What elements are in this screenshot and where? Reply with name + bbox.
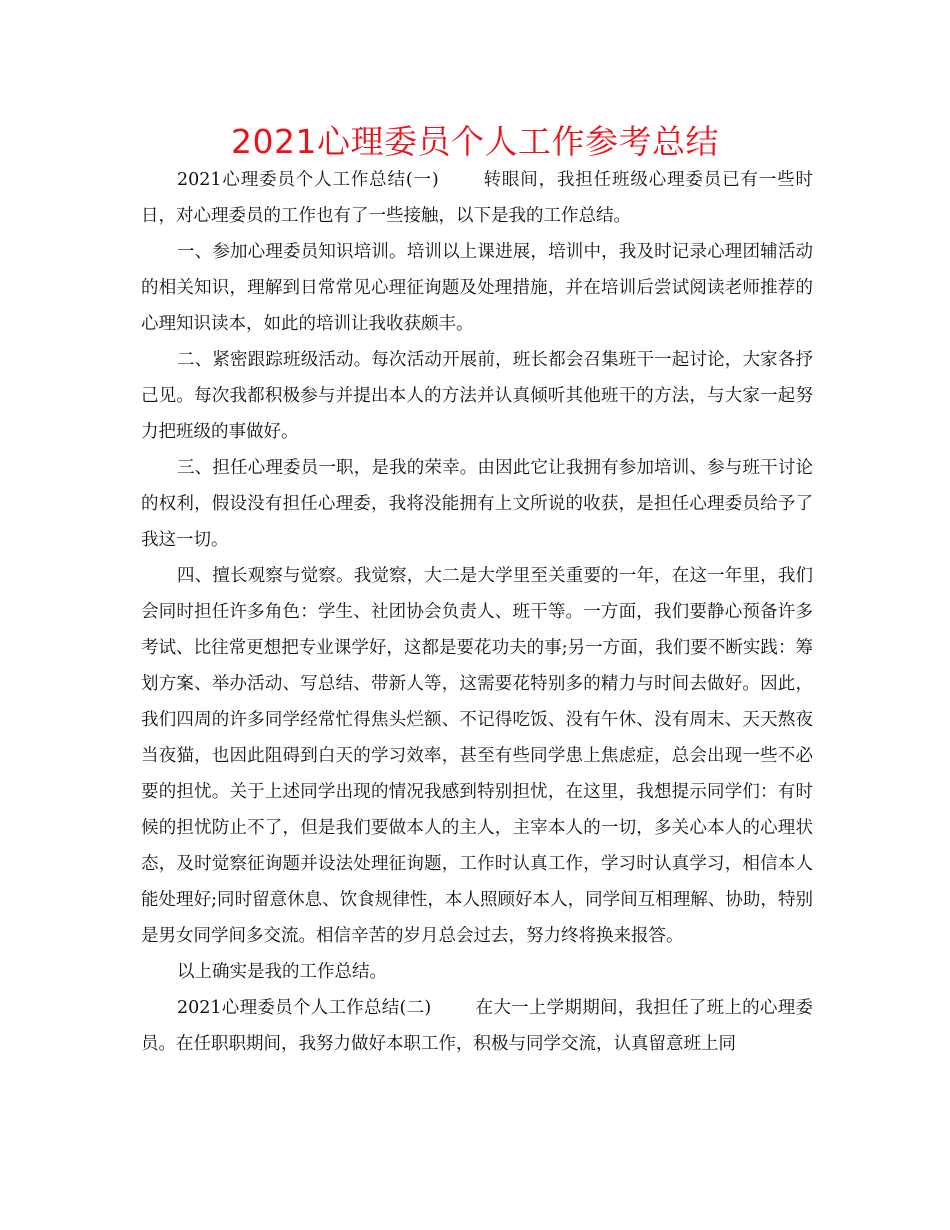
paragraph-text: 四、擅长观察与觉察。我觉察，大二是大学里至关重要的一年，在这一年里，我们会同时担任许多角色：学生、社团协会负责人、班干等。一方面，我们要静心预备许多考试、比往常更想把专业课学好，这都是要花功夫的事;另一方面，我们要不断实践：筹划方案、举办活动、写总结、带新人等，这需要花特别多的精力与时间去做好。因此，我们四周的许多同学经常忙得焦头烂额、不记得吃饭、没有午休、没有周末、天天熬夜当夜猫，也因此阻碍到白天的学习效率，甚至有些同学患上焦虑症，总会出现一些不必要的担忧。关于上述同学出现的情况我感到特别担忧，在这里，我想提示同学们：有时候的担忧防止不了，但是我们要做本人的主人，主宰本人的一切，多关心本人的心理状态，及时觉察征询题并设法处理征询题，工作时认真工作，学习时认真学习，相信本人能处理好;同时留意休息、饮食规律性，本人照顾好本人，同学间互相理解、协助，特别是男女同学间多交流。相信辛苦的岁月总会过去，努力终将换来报答。 xyxy=(141,566,813,946)
paragraph-text: 二、紧密跟踪班级活动。每次活动开展前，班长都会召集班干一起讨论，大家各抒己见。每次我都积极参与并提出本人的方法并认真倾听其他班干的方法，与大家一起努力把班级的事做好。 xyxy=(141,350,813,442)
document-body xyxy=(141,162,813,1062)
paragraph-text: 在大一上学期期间，我担任了班上的心理委员。在任职职期间，我努力做好本职工作，积极与同学交流，认真留意班上同 xyxy=(141,998,813,1054)
document-title: 2021心理委员个人工作参考总结 xyxy=(231,122,719,161)
paragraph-text: 以上确实是我的工作总结。 xyxy=(177,962,387,982)
paragraph-class-activities xyxy=(141,342,813,450)
paragraph-training xyxy=(141,234,813,342)
paragraph-text: 一、参加心理委员知识培训。培训以上课进展，培训中，我及时记录心理团辅活动的相关知识，理解到日常常见心理征询题及处理措施，并在培训后尝试阅读老师推荐的心理知识读本，如此的培训让我收获颇丰。 xyxy=(141,242,813,334)
paragraph-conclusion xyxy=(141,954,813,990)
paragraph-summary-one-intro xyxy=(141,162,813,234)
paragraph-summary-two-intro xyxy=(141,990,813,1062)
paragraph-honor xyxy=(141,450,813,558)
paragraph-text: 转眼间，我担任班级心理委员已有一些时日，对心理委员的工作也有了一些接触，以下是我的工作总结。 xyxy=(141,170,813,226)
section-heading: 2021心理委员个人工作总结(二) xyxy=(177,998,432,1018)
paragraph-observation xyxy=(141,558,813,954)
section-heading: 2021心理委员个人工作总结(一) xyxy=(177,170,439,190)
paragraph-text: 三、担任心理委员一职，是我的荣幸。由因此它让我拥有参加培训、参与班干讨论的权利，假设没有担任心理委，我将没能拥有上文所说的收获，是担任心理委员给予了我这一切。 xyxy=(141,458,813,550)
